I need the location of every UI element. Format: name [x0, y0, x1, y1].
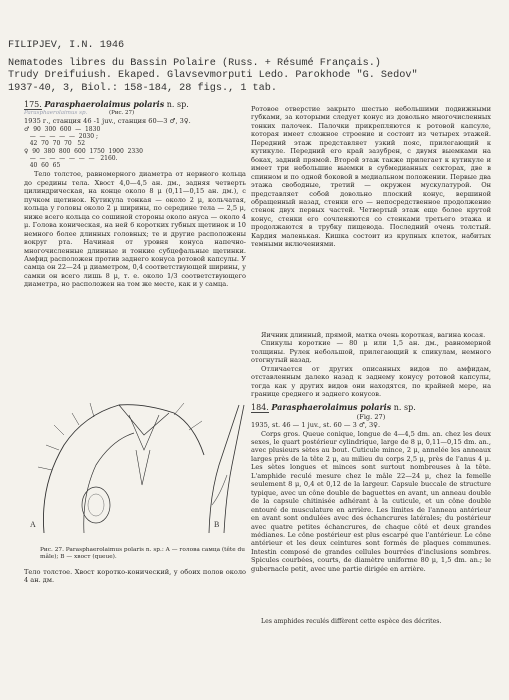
fr-station: 1935, st. 46 — 1 juv., st. 60 — 3 ♂, 3♀. [251, 421, 381, 430]
fr-paragraph-2: Les amphides reculés diffèrent cette espèce des décrites. [261, 617, 442, 625]
ru-species-suffix: n. sp. [166, 100, 189, 109]
citation-header [8, 40, 503, 95]
ru-station: 1935 г., станция 46 -1 juv., станция 60—3 ♂, 3♀. [24, 117, 191, 125]
ru-paragraph-1: Тело толстое, равномерного диаметра от нервного кольца до средины тела. Хвост 4,0—4,5 ан. дм., задняя четверть цилиндрическая, на конце около 8 μ (0,11—0,15 ан. дм.), с пучком щетинок. Кутикула тонкая — около 2 μ, кольчатая, кольца у головы около 2 μ ширины, по середине тела — 2,5 μ, ниже всего кольца со сошиной стороны около ануса — около 4 μ. Голова коническая, на ней 6 коротких губных щетинок и 10 немного более длинных головных; те и другие расположены вокруг рта. Начиная от уровня конуса напечно-многочисленные длинные и тонкие субцефальные щетинки. Амфид расположен против заднего конуса ротовой капсулы. У самца он 22—24 μ диаметром, 0,4 соответствующей ширины, у самки он всего лишь 8 μ, т. е. около 1/3 соответствующего диаметра, но расположен на том же месте, как и у самца. [24, 170, 246, 289]
formula-female: ♀ 90 380 800 600 1750 1900 2330 — — — — — — — 2160. 40 60 65 [24, 148, 143, 170]
formula-male: ♂ 90 300 600 — 1830 — — — — — 2030 ; 42 70 70 70 52 [24, 126, 101, 148]
ru-species-heading [24, 99, 246, 110]
fr-species-suffix: n. sp. [393, 402, 416, 412]
ru-paragraph-4: Спикулы короткие — 80 μ или 1,5 ан. дм., равномерной толщины. Рулек небольшой, прилегающий к спикулам, немного отогнутый назад. [251, 339, 491, 365]
ru-paragraph-3: Яичник длинный, прямой, матка очень короткая, вагина косая. [261, 331, 486, 339]
source-line-2: 1937-40, 3, Biol.: 158-184, 28 figs., 1 tab. [8, 82, 277, 94]
title-line: Nematodes libres du Bassin Polaire (Russ. + Résumé Français.) [8, 57, 381, 69]
figure-label-a: A [30, 520, 36, 529]
right-column [251, 105, 491, 626]
russian-column [24, 99, 246, 372]
ru-paragraph-5: Отличается от других описанных видов по амфидам, отставленным далеко назад к заднему конусу ротовой капсулы, тогда как у других видов они находятся, по крайней мере, на границе среднего и заднего конусов. [251, 364, 491, 399]
ru-paragraph-1-continued: Тело толстое. Хвост коротко-конический, у обоих полов около 4 ан. дм. [24, 568, 246, 585]
ru-paragraph-2: Ротовое отверстие закрыто шестью небольшими подвижными губками, за которыми следует конус из довольно многочисленных тонких палочек. Палочки прикрепляются к ротовой капсуле, которая имеет сложное строение и состоит из четырех этажей. Передний этаж представляет узкий пояс, прилегающий к кутикуле. Передний его край зазубрен, с двумя выемками на боках, задний прямой. Второй этаж также прилегает к кутикуле и имеет три небольшие выемки в субмедианных секторах, две в спинном и по одной боковой в медиальном положении. Первые два этажа свободные, третий — окружен мускулатурой. Он представляет собой довольно плоский конус, вершиной обращенный назад, стенки его — непосредственное продолжение стенок двух первых частей. Четвертый этаж еще более крутой конус, стенки его сочленяются со стенками третьего этажа и продолжаются в трубку пищевода. Последний очень толстый. Кардия маленькая. Кишка состоит из крупных клеток, набитых темными включениями. [251, 105, 491, 249]
fr-section-number: 184. [251, 402, 269, 412]
figure-label-b: B [214, 520, 220, 529]
fr-fig-ref: (Fig. 27) [356, 412, 386, 421]
fr-species-name: Parasphaerolaimus polaris [271, 401, 392, 412]
figure-27-drawing [24, 395, 250, 535]
ru-section-number: 175. [24, 100, 42, 109]
figure-caption: Рис. 27. Parasphaerolaimus polaris n. sp.: A — голова самца (tête du mâle); B — хвост (queue). [40, 547, 245, 560]
ru-fig-ref: (Рис. 27) [108, 110, 135, 116]
ru-species-name: Parasphaerolaimus polaris [44, 99, 165, 109]
source-line-1: Trudy Dreifuiush. Ekaped. Glavsevmorputi Ledo. Parokhode "G. Sedov" [8, 70, 418, 81]
author-year: FILIPJEV, I.N. 1946 [8, 40, 125, 51]
fr-paragraph-1: Corps gros. Queue conique, longue de 4—4,5 dm. an. chez les deux sexes, le quart postérieur cylindrique, large de 8 μ, 0,11—0,15 dm. an., avec plusieurs sètes au bout. Cuticule mince, 2 μ, annelée les anneaux larges près de la tête 2 μ, au milieu du corps 2,5 μ, près de l'anus 4 μ. Les sètes longues et minces sont surtout nombreuses à la tête. L'amphide reculé mesure chez le mâle 22—24 μ, chez la femelle seulement 8 μ, 0,4 et 0,12 de la largeur. Capsule buccale de structure typique, avec un cône double de baguettes en avant, un anneau double de la capsule chitinisée adhérant à la cuticule, et un cône double entouré de musculature en arrière. Les limites de l'anneau antérieur en avant sont ondulées avec des échancrures latérales; du postérieur avec quatre petites échancrures, de chaque côté et deux grandes médianes. Le cône postérieur est plus escarpé que l'antérieur. Le cône antérieur et les deux ceintures sont formés de plaques communes. Intestin composé de grandes cellules bourrées d'inclusions sombres. Spicules courbées, courts, de diamètre uniforme 80 μ, 1,5 dm. an.; le gubernacle petit, avec une partie dirigée en arrière. [251, 429, 491, 573]
handwritten-note: Parasphaerolaimus sp. (Рис. 27) [24, 110, 135, 116]
fr-species-heading [251, 402, 491, 413]
russian-column-bottom [24, 568, 246, 585]
